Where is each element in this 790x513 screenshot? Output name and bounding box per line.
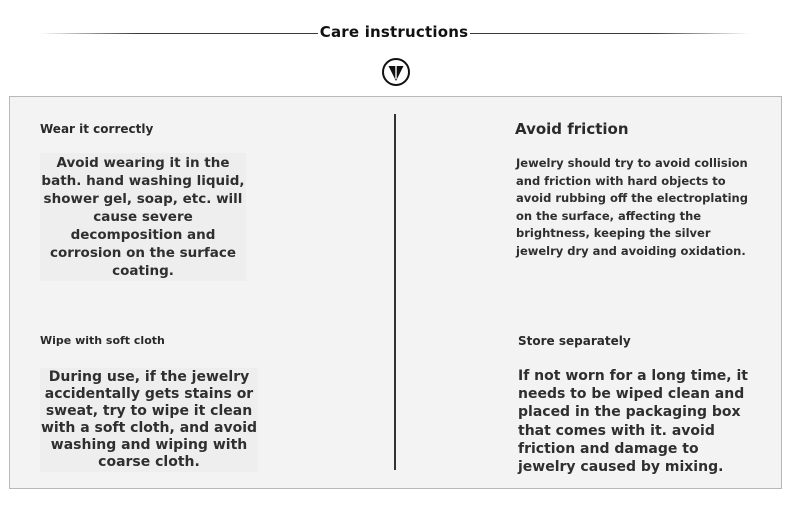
center-divider <box>394 114 396 470</box>
wear-text: Avoid wearing it in the bath. hand washing liquid, shower gel, soap, etc. will cause severe decomposition and corrosion on the surface coating. <box>41 155 245 279</box>
wipe-heading: Wipe with soft cloth <box>40 334 165 347</box>
page-title: Care instructions <box>319 23 469 41</box>
arrow-down-circle-icon <box>381 57 411 87</box>
friction-heading: Avoid friction <box>515 120 629 138</box>
store-heading: Store separately <box>518 334 631 348</box>
header-divider-right <box>470 33 750 34</box>
header-divider-left <box>40 33 318 34</box>
friction-text: Jewelry should try to avoid collision and friction with hard objects to avoid rubbing off the electroplating on the surface, affecting the brightness, keeping the silver jewelry dry and avoiding oxidation. <box>516 156 748 258</box>
store-text: If not worn for a long time, it needs to be wiped clean and placed in the packaging box that comes with it. avoid friction and damage to jewelry caused by mixing. <box>518 368 748 476</box>
wipe-text: During use, if the jewelry accidentally gets stains or sweat, try to wipe it clean with a soft cloth, and avoid washing and wiping with coarse cloth. <box>40 369 258 470</box>
wear-heading: Wear it correctly <box>40 122 154 136</box>
